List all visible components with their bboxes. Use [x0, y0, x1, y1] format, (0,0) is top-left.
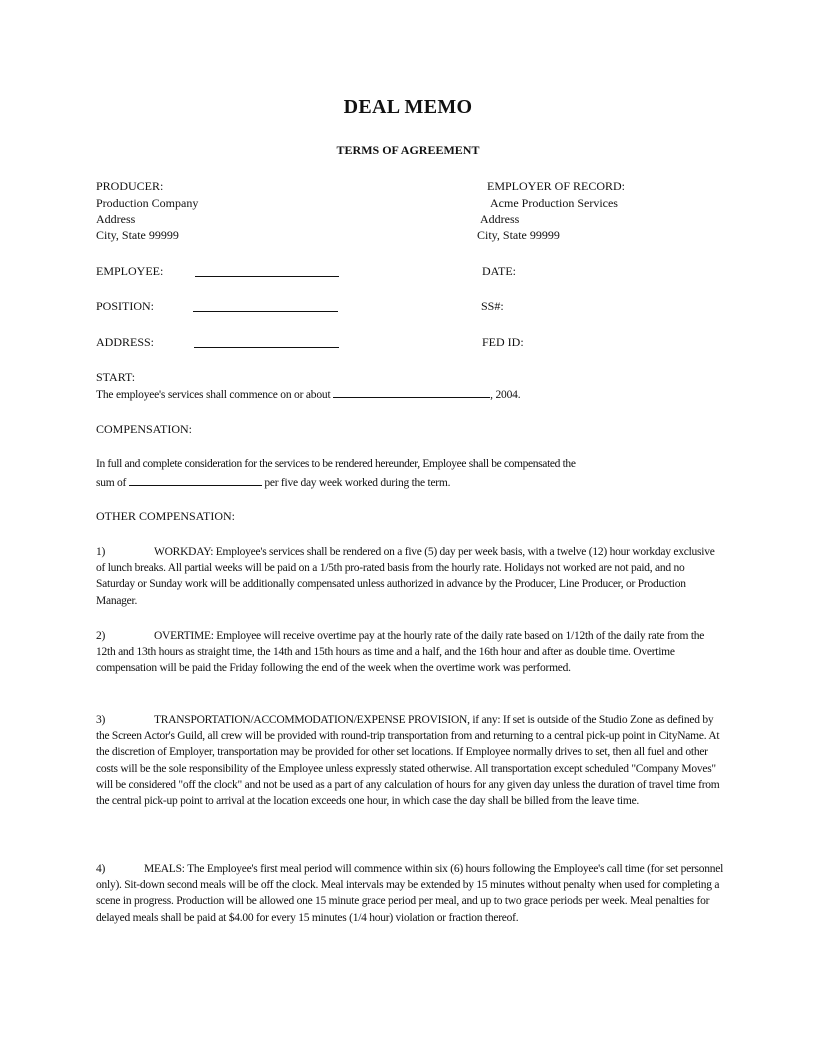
clause-text: MEALS: The Employee's first meal period will commence within six (6) hours following the Employee's call time (for set personnel only). Sit-down second meals will be off the clock. Meal intervals may be extended by 15 minutes without penalty when used for completing a scene in progress. Production will be allowed one 15 minute grace period per meal, and up to two grace periods per week. Meal penalties for delayed meals shall be paid at $4.00 for every 15 minutes (1/4 hour) violation or fraction thereof.: [96, 863, 724, 924]
clause-number: 3): [96, 714, 106, 726]
document-subtitle: TERMS OF AGREEMENT: [336, 143, 480, 157]
fed-id-label: FED ID:: [482, 335, 524, 349]
compensation-label: COMPENSATION:: [96, 422, 193, 436]
compensation-line-2: [96, 473, 450, 491]
address-label: ADDRESS:: [96, 335, 155, 349]
start-date-blank[interactable]: [333, 385, 490, 398]
clause-number: 4): [96, 863, 106, 875]
employer-city: City, State 99999: [477, 228, 560, 242]
producer-address: Address: [96, 212, 136, 226]
producer-label: PRODUCER:: [96, 179, 164, 193]
ss-label: SS#:: [481, 299, 504, 313]
clause-transportation: [96, 712, 724, 809]
start-sentence: [96, 385, 520, 403]
clause-text: OVERTIME: Employee will receive overtime pay at the hourly rate of the daily rate based on 1/12th of the daily rate from the 12th and 13th hours as straight time, the 14th and 15th hours as time and a half, and the 16th hour and after as double time. Overtime compensation will be paid the Friday following the end of the week when the overtime work was performed.: [96, 630, 705, 675]
start-label: START:: [96, 370, 136, 384]
address-blank[interactable]: [194, 335, 339, 348]
position-blank[interactable]: [193, 299, 338, 312]
clause-text: TRANSPORTATION/ACCOMMODATION/EXPENSE PROVISION, if any: If set is outside of the Studio Zone as defined by the Screen Actor's Guild, all crew will be provided with round-trip transportation from and returning to a central pick-up point in CityName. At the discretion of Employer, transportation may be provided for other set locations. If Employee normally drives to set, then all fuel and other costs will be the sole responsibility of the Employee unless expressly stated otherwise. All transportation except scheduled "Company Moves" will be considered "off the clock" and not be used as a part of any calculation of hours for any given day unless the duration of travel time from the central pick-up point to arrival at the location exceeds one hour, in which case the day shall be billed from the leave time.: [96, 714, 720, 808]
employee-label: EMPLOYEE:: [96, 264, 164, 278]
compensation-text-after: per five day week worked during the term.: [264, 477, 451, 489]
document-title: DEAL MEMO: [343, 96, 473, 118]
position-label: POSITION:: [96, 299, 155, 313]
compensation-sum-blank[interactable]: [129, 473, 262, 486]
employer-company: Acme Production Services: [490, 196, 618, 210]
employer-address: Address: [480, 212, 520, 226]
start-text-after: , 2004.: [490, 389, 521, 401]
clause-overtime: [96, 628, 724, 677]
clause-number: 2): [96, 630, 106, 642]
compensation-text-before: sum of: [96, 477, 127, 489]
clause-workday: [96, 544, 724, 609]
employee-blank[interactable]: [195, 264, 339, 277]
start-text-before: The employee's services shall commence on or about: [96, 389, 331, 401]
clause-meals: [96, 861, 724, 926]
compensation-line-1: In full and complete consideration for the services to be rendered hereunder, Employee shall be compensated the: [96, 458, 576, 470]
clause-text: WORKDAY: Employee's services shall be rendered on a five (5) day per week basis, with a twelve (12) hour workday exclusive of lunch breaks. All partial weeks will be paid on a 1/5th pro-rated basis from the hourly rate. Holidays not worked are not paid, and no Saturday or Sunday work will be additionally compensated unless authorized in advance by the Producer, Line Producer, or Production Manager.: [96, 546, 715, 607]
producer-city: City, State 99999: [96, 228, 179, 242]
clause-number: 1): [96, 546, 106, 558]
producer-company: Production Company: [96, 196, 199, 210]
employer-label: EMPLOYER OF RECORD:: [487, 179, 626, 193]
other-compensation-label: OTHER COMPENSATION:: [96, 509, 236, 523]
date-label: DATE:: [482, 264, 516, 278]
